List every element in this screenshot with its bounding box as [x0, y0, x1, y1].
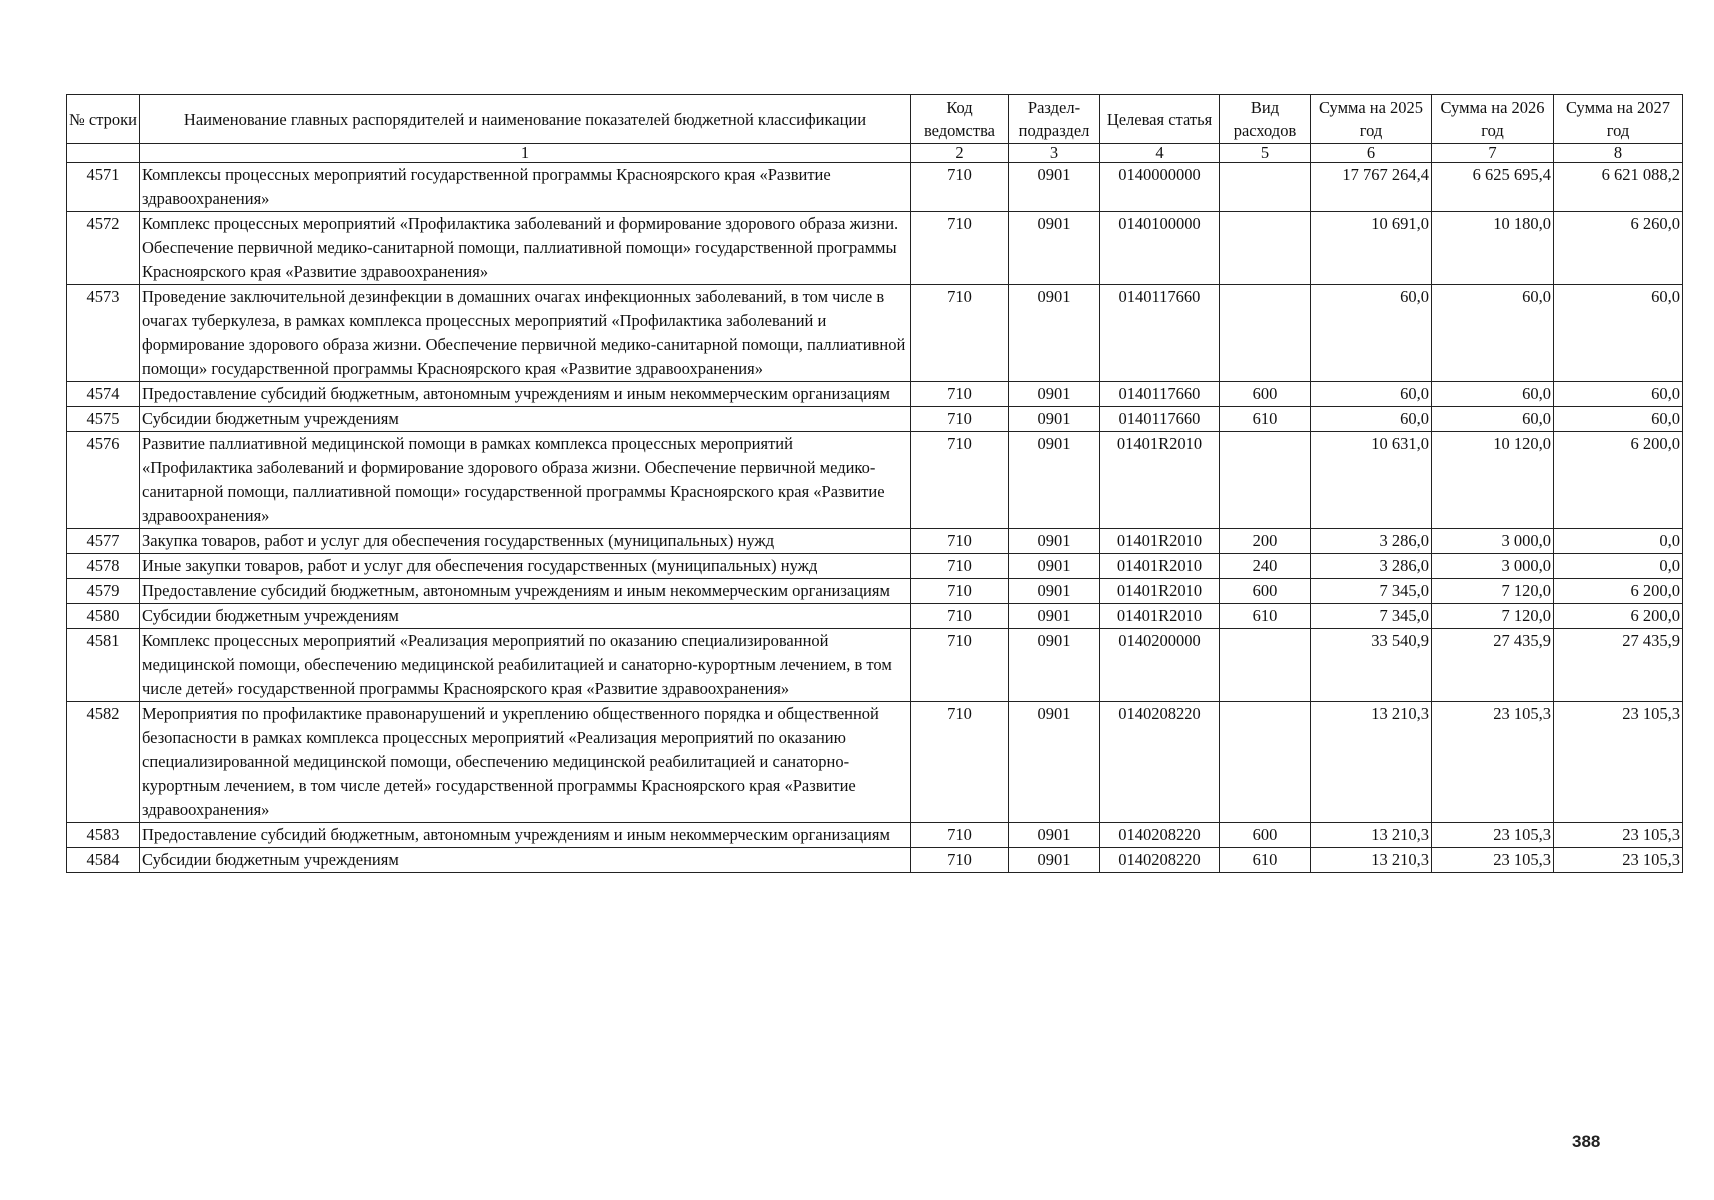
sum-2027-cell: 23 105,3 — [1554, 848, 1683, 873]
expense-type-cell: 600 — [1220, 823, 1311, 848]
sum-2026-cell: 7 120,0 — [1432, 604, 1554, 629]
sum-2027-cell: 27 435,9 — [1554, 629, 1683, 702]
column-number: 1 — [140, 144, 911, 163]
expense-type-cell: 200 — [1220, 529, 1311, 554]
section-cell: 0901 — [1009, 702, 1100, 823]
row-name-cell: Предоставление субсидий бюджетным, автономным учреждениям и иным некоммерческим организациям — [140, 823, 911, 848]
sum-2025-cell: 60,0 — [1311, 285, 1432, 382]
target-article-cell: 01401R2010 — [1100, 529, 1220, 554]
column-number: 4 — [1100, 144, 1220, 163]
sum-2025-cell: 13 210,3 — [1311, 848, 1432, 873]
expense-type-cell: 600 — [1220, 579, 1311, 604]
table-row — [67, 163, 1683, 212]
row-name-cell: Проведение заключительной дезинфекции в домашних очагах инфекционных заболеваний, в том числе в очагах туберкулеза, в рамках комплекса процессных мероприятий «Профилактика заболеваний и формирование здорового образа жизни. Обеспечение первичной медико-санитарной помощи, паллиативной помощи» государственной программы Красноярского края «Развитие здравоохранения» — [140, 285, 911, 382]
sum-2025-cell: 33 540,9 — [1311, 629, 1432, 702]
expense-type-cell: 610 — [1220, 848, 1311, 873]
row-number-cell: 4574 — [67, 382, 140, 407]
expense-type-cell: 610 — [1220, 407, 1311, 432]
column-number: 6 — [1311, 144, 1432, 163]
row-name-cell: Субсидии бюджетным учреждениям — [140, 848, 911, 873]
row-name-cell: Субсидии бюджетным учреждениям — [140, 604, 911, 629]
target-article-cell: 0140100000 — [1100, 212, 1220, 285]
table-row — [67, 848, 1683, 873]
dept-code-cell: 710 — [911, 382, 1009, 407]
header-col-sum-2025: Сумма на 2025 год — [1311, 95, 1432, 144]
sum-2027-cell: 0,0 — [1554, 529, 1683, 554]
dept-code-cell: 710 — [911, 579, 1009, 604]
sum-2025-cell: 7 345,0 — [1311, 579, 1432, 604]
row-name-cell: Комплекс процессных мероприятий «Реализация мероприятий по оказанию специализированной медицинской помощи, обеспечению медицинской реабилитацией и санаторно-курортным лечением, в том числе детей» государственной программы Красноярского края «Развитие здравоохранения» — [140, 629, 911, 702]
target-article-cell: 01401R2010 — [1100, 554, 1220, 579]
row-name-cell: Субсидии бюджетным учреждениям — [140, 407, 911, 432]
sum-2027-cell: 0,0 — [1554, 554, 1683, 579]
table-row — [67, 823, 1683, 848]
dept-code-cell: 710 — [911, 285, 1009, 382]
sum-2027-cell: 6 621 088,2 — [1554, 163, 1683, 212]
sum-2026-cell: 23 105,3 — [1432, 702, 1554, 823]
sum-2025-cell: 13 210,3 — [1311, 823, 1432, 848]
expense-type-cell — [1220, 212, 1311, 285]
dept-code-cell: 710 — [911, 163, 1009, 212]
target-article-cell: 0140208220 — [1100, 848, 1220, 873]
header-col-dept-code: Код ведомства — [911, 95, 1009, 144]
row-number-cell: 4579 — [67, 579, 140, 604]
sum-2027-cell: 6 200,0 — [1554, 579, 1683, 604]
expense-type-cell: 240 — [1220, 554, 1311, 579]
page-number: 388 — [1572, 1132, 1601, 1151]
row-name-cell: Мероприятия по профилактике правонарушений и укреплению общественного порядка и общественной безопасности в рамках комплекса процессных мероприятий «Реализация мероприятий по оказанию специализированной медицинской помощи, обеспечению медицинской реабилитацией и санаторно-курортным лечением, в том числе детей» государственной программы Красноярского края «Развитие здравоохранения» — [140, 702, 911, 823]
dept-code-cell: 710 — [911, 432, 1009, 529]
section-cell: 0901 — [1009, 407, 1100, 432]
section-cell: 0901 — [1009, 529, 1100, 554]
sum-2027-cell: 23 105,3 — [1554, 702, 1683, 823]
section-cell: 0901 — [1009, 382, 1100, 407]
expense-type-cell — [1220, 432, 1311, 529]
header-col-sum-2027: Сумма на 2027 год — [1554, 95, 1683, 144]
expense-type-cell — [1220, 163, 1311, 212]
header-row — [67, 95, 1683, 144]
section-cell: 0901 — [1009, 554, 1100, 579]
row-number-cell: 4576 — [67, 432, 140, 529]
section-cell: 0901 — [1009, 848, 1100, 873]
sum-2025-cell: 7 345,0 — [1311, 604, 1432, 629]
table-row — [67, 212, 1683, 285]
dept-code-cell: 710 — [911, 604, 1009, 629]
row-number-cell: 4583 — [67, 823, 140, 848]
target-article-cell: 0140117660 — [1100, 285, 1220, 382]
column-number: 2 — [911, 144, 1009, 163]
target-article-cell: 0140208220 — [1100, 823, 1220, 848]
sum-2027-cell: 6 260,0 — [1554, 212, 1683, 285]
expense-type-cell — [1220, 629, 1311, 702]
section-cell: 0901 — [1009, 823, 1100, 848]
target-article-cell: 01401R2010 — [1100, 604, 1220, 629]
dept-code-cell: 710 — [911, 629, 1009, 702]
dept-code-cell: 710 — [911, 702, 1009, 823]
sum-2026-cell: 60,0 — [1432, 285, 1554, 382]
table-row — [67, 432, 1683, 529]
section-cell: 0901 — [1009, 579, 1100, 604]
sum-2026-cell: 60,0 — [1432, 382, 1554, 407]
sum-2026-cell: 3 000,0 — [1432, 529, 1554, 554]
row-name-cell: Комплекс процессных мероприятий «Профилактика заболеваний и формирование здорового образа жизни. Обеспечение первичной медико-санитарной помощи, паллиативной помощи» государственной программы Красноярского края «Развитие здравоохранения» — [140, 212, 911, 285]
sum-2026-cell: 60,0 — [1432, 407, 1554, 432]
sum-2025-cell: 60,0 — [1311, 407, 1432, 432]
table-header — [67, 95, 1683, 163]
row-name-cell: Комплексы процессных мероприятий государственной программы Красноярского края «Развитие здравоохранения» — [140, 163, 911, 212]
row-number-cell: 4584 — [67, 848, 140, 873]
expense-type-cell: 610 — [1220, 604, 1311, 629]
header-col-sum-2026: Сумма на 2026 год — [1432, 95, 1554, 144]
dept-code-cell: 710 — [911, 407, 1009, 432]
row-number-cell: 4577 — [67, 529, 140, 554]
sum-2026-cell: 10 180,0 — [1432, 212, 1554, 285]
row-number-cell: 4580 — [67, 604, 140, 629]
sum-2025-cell: 17 767 264,4 — [1311, 163, 1432, 212]
dept-code-cell: 710 — [911, 823, 1009, 848]
sum-2025-cell: 3 286,0 — [1311, 554, 1432, 579]
column-number-row — [67, 144, 1683, 163]
table-row — [67, 629, 1683, 702]
sum-2026-cell: 23 105,3 — [1432, 848, 1554, 873]
table-row — [67, 702, 1683, 823]
section-cell: 0901 — [1009, 285, 1100, 382]
table-row — [67, 285, 1683, 382]
row-number-cell: 4582 — [67, 702, 140, 823]
section-cell: 0901 — [1009, 212, 1100, 285]
target-article-cell: 01401R2010 — [1100, 432, 1220, 529]
row-number-cell: 4571 — [67, 163, 140, 212]
section-cell: 0901 — [1009, 604, 1100, 629]
column-number: 5 — [1220, 144, 1311, 163]
target-article-cell: 01401R2010 — [1100, 579, 1220, 604]
table-body — [67, 163, 1683, 873]
dept-code-cell: 710 — [911, 554, 1009, 579]
column-number: 8 — [1554, 144, 1683, 163]
dept-code-cell: 710 — [911, 529, 1009, 554]
dept-code-cell: 710 — [911, 848, 1009, 873]
header-col-expense-type: Вид расходов — [1220, 95, 1311, 144]
dept-code-cell: 710 — [911, 212, 1009, 285]
section-cell: 0901 — [1009, 629, 1100, 702]
sum-2025-cell: 3 286,0 — [1311, 529, 1432, 554]
table-row — [67, 554, 1683, 579]
row-name-cell: Иные закупки товаров, работ и услуг для обеспечения государственных (муниципальных) нужд — [140, 554, 911, 579]
sum-2026-cell: 7 120,0 — [1432, 579, 1554, 604]
sum-2027-cell: 23 105,3 — [1554, 823, 1683, 848]
expense-type-cell — [1220, 285, 1311, 382]
sum-2026-cell: 3 000,0 — [1432, 554, 1554, 579]
row-number-cell: 4575 — [67, 407, 140, 432]
sum-2027-cell: 60,0 — [1554, 382, 1683, 407]
sum-2025-cell: 10 631,0 — [1311, 432, 1432, 529]
sum-2026-cell: 6 625 695,4 — [1432, 163, 1554, 212]
target-article-cell: 0140208220 — [1100, 702, 1220, 823]
row-number-cell: 4572 — [67, 212, 140, 285]
section-cell: 0901 — [1009, 163, 1100, 212]
table-row — [67, 604, 1683, 629]
sum-2027-cell: 6 200,0 — [1554, 604, 1683, 629]
table-row — [67, 579, 1683, 604]
target-article-cell: 0140200000 — [1100, 629, 1220, 702]
header-col-row-number: № строки — [67, 95, 140, 144]
table-row — [67, 529, 1683, 554]
target-article-cell: 0140117660 — [1100, 407, 1220, 432]
row-name-cell: Предоставление субсидий бюджетным, автономным учреждениям и иным некоммерческим организациям — [140, 579, 911, 604]
sum-2027-cell: 6 200,0 — [1554, 432, 1683, 529]
row-name-cell: Предоставление субсидий бюджетным, автономным учреждениям и иным некоммерческим организациям — [140, 382, 911, 407]
target-article-cell: 0140000000 — [1100, 163, 1220, 212]
column-number: 7 — [1432, 144, 1554, 163]
row-number-cell: 4581 — [67, 629, 140, 702]
row-number-cell: 4573 — [67, 285, 140, 382]
sum-2027-cell: 60,0 — [1554, 407, 1683, 432]
sum-2026-cell: 10 120,0 — [1432, 432, 1554, 529]
column-number: 3 — [1009, 144, 1100, 163]
header-col-target-article: Целевая статья — [1100, 95, 1220, 144]
header-col-name: Наименование главных распорядителей и наименование показателей бюджетной классификации — [140, 95, 911, 144]
column-number — [67, 144, 140, 163]
header-col-section: Раздел-подраздел — [1009, 95, 1100, 144]
expense-type-cell — [1220, 702, 1311, 823]
sum-2026-cell: 23 105,3 — [1432, 823, 1554, 848]
sum-2025-cell: 13 210,3 — [1311, 702, 1432, 823]
sum-2025-cell: 10 691,0 — [1311, 212, 1432, 285]
section-cell: 0901 — [1009, 432, 1100, 529]
row-name-cell: Развитие паллиативной медицинской помощи в рамках комплекса процессных мероприятий «Профилактика заболеваний и формирование здорового образа жизни. Обеспечение первичной медико-санитарной помощи, паллиативной помощи» государственной программы Красноярского края «Развитие здравоохранения» — [140, 432, 911, 529]
sum-2027-cell: 60,0 — [1554, 285, 1683, 382]
expense-type-cell: 600 — [1220, 382, 1311, 407]
sum-2026-cell: 27 435,9 — [1432, 629, 1554, 702]
row-number-cell: 4578 — [67, 554, 140, 579]
row-name-cell: Закупка товаров, работ и услуг для обеспечения государственных (муниципальных) нужд — [140, 529, 911, 554]
budget-table — [66, 94, 1683, 873]
target-article-cell: 0140117660 — [1100, 382, 1220, 407]
table-row — [67, 382, 1683, 407]
sum-2025-cell: 60,0 — [1311, 382, 1432, 407]
table-row — [67, 407, 1683, 432]
